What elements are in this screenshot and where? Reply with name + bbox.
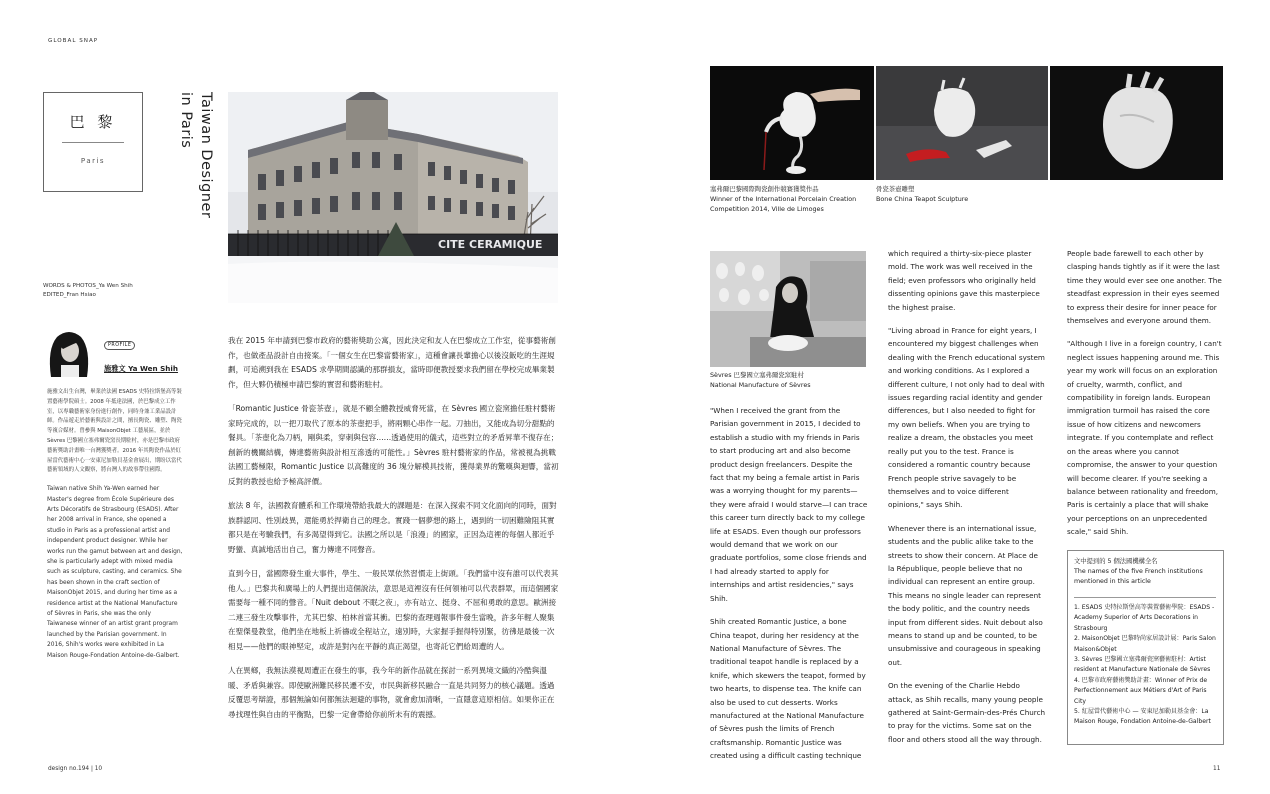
studio-caption-cn: Sèvres 巴黎國立塞弗爾瓷窯駐村 (710, 371, 804, 379)
building-sign: CITE CERAMIQUE (438, 238, 543, 251)
article-cn-paragraph: 「Romantic Justice 骨瓷茶壺」，就是不顧全體教授威脅死當，在 Sèvres 國立瓷窯擔任駐村藝術家時完成的，以一把刀取代了原本的茶壺把手，將兩顆心串作一起。刀抽出，又能成為切分甜點的餐具。「茶壺化為刀柄，剛與柔，穿刺與包容……透過使用的儀式，這些對立的矛盾昇華不復存在；創新的機關結構，傳達藝術與設計相互滲透的可能性。」Sèvres 駐村藝術家的作品，常被視為挑戰法國工藝極限，Romantic Justice 以高難度的 36 塊分解模具技術，獲得業界的驚嘆與迴響，當初反對的教授也給予極高評價。 (228, 404, 559, 486)
profile-name: 施雅文 Ya Wen Shih (104, 364, 179, 373)
institution-item: 3. Sèvres 巴黎國立塞弗爾瓷窯藝術駐村：Artist resident at Manufacture Nationale de Sèvres (1074, 656, 1211, 674)
studio-caption (710, 370, 870, 390)
institutions-title-en: The names of the five French institutions mentioned in this article (1074, 568, 1203, 585)
avatar (43, 327, 95, 377)
credits (43, 282, 133, 300)
article-en-paragraph: "Although I live in a foreign country, I can't neglect issues happening around me. This year my work will focus on an exploration of cruelty, warmth, conflict, and compatibility in foreign lands. European immigration turmoil has raised the core issue of how citizens and newcomers integrate. If you contemplate and reflect on the areas where you cannot compromise, the answer to your question will become clearer. If you're seeking a balance between rationality and freedom, Paris is certainly a place that will shake your perceptions on an unprecedented scale," said Shih. (1067, 339, 1222, 537)
article-cn-paragraph: 旅法 8 年，法國教育體系和工作環境帶給我最大的課題是：在深入探索不同文化面向的同時，面對族群認同、性別歧異，還能勇於捍衛自己的理念。實踐一個夢想的路上，遇到的一切困難險阻其實都只是在考驗我們，有多渴望得到它。法國之所以是「浪漫」的國家，正因為這裡的每個人都近乎野蠻、真誠地活出自己，奮力傳達不同聲音。 (228, 501, 557, 554)
article-en-paragraph: Shih created Romantic Justice, a bone China teapot, during her residency at the National Manufacture of Sèvres. The traditional teapot handle is replaced by a knife, which skewers the teapot, formed by two hearts, to dispense tea. The knife can also be used to cut desserts. Works manufactured at the National Manufacture of Sèvres push the limits of French craftsmanship. Romantic Justice was created using a difficult casting technique (710, 617, 866, 761)
studio-photo (710, 251, 866, 367)
profile-badge: PROFILE (104, 341, 135, 350)
photo-caption-2-en: Bone China Teapot Sculpture (876, 195, 969, 203)
photo-caption-1-cn: 塞弗爾巴黎國際陶瓷創作競賽獲獎作品 (710, 185, 819, 193)
footer-right: 11 (1213, 766, 1221, 772)
institution-item: 5. 紅屋當代藝術中心 — 安東尼加勒貝基金會：La Maison Rouge, Fondation Antoine-de-Galbert (1074, 708, 1211, 726)
sculpture-photo (876, 66, 1048, 180)
credit-words: WORDS & PHOTOS_Ya Wen Shih (43, 283, 133, 289)
article-en-col2 (888, 247, 1046, 756)
article-en-paragraph: Whenever there is an international issue, students and the public alike take to the streets to show their concern. At Place de la République, people believe that no individual can represent an entire group. This means no single leader can represent the body politic, and the country needs input from different sides. Nuit debout also means to stand up and be counted, to be unsubmissive and courageous in speaking out. (888, 523, 1043, 667)
institutions-list (1074, 603, 1218, 728)
credit-edited: EDITED_Fran Hsiao (43, 292, 96, 298)
city-box (43, 92, 143, 192)
photo-caption-1 (710, 184, 875, 214)
footer-left: design no.194 | 10 (48, 766, 103, 772)
article-cn-paragraph: 直到今日，當國際發生重大事件，學生、一般民眾依然習慣走上街頭。「我們當中沒有誰可以代表其他人。」巴黎共和廣場上的人們提出這個說法，意思是這裡沒有任何領袖可以代表群眾，而這個國家需要每一種不同的聲音。「Nuit debout 不眠之夜」，亦有站立、挺身、不屈和勇敢的意思。歐洲接二連三發生攻擊事件，尤其巴黎、柏林首當其衝。巴黎的查理週報事件發生當晚，許多年輕人聚集在聖傑曼教堂，他們坐在地板上祈禱或全程站立，遠別時，大家握手握得特別緊，彷彿是最後一次相見——他們的眼神堅定，或許是對內在平靜的真正渴望，也寄託它們給周遭的人。 (228, 569, 559, 651)
article-en-col1 (710, 404, 868, 773)
photo-caption-2-cn: 骨瓷茶壺雕塑 (876, 185, 915, 193)
article-en-col3 (1067, 247, 1224, 549)
section-header: GLOBAL SNAP (48, 38, 99, 44)
studio-caption-en: National Manufacture of Sèvres (710, 381, 811, 389)
institutions-box (1067, 550, 1224, 745)
article-cn-paragraph: 我在 2015 年申請到巴黎市政府的藝術獎助公寓，因此決定和友人在巴黎成立工作室，從事藝術創作，也做產品設計自由接案。「一個女生在巴黎當藝術家」，這種會讓長輩擔心以後沒飯吃的生涯規劃，可追溯到我在 ESADS 求學期間認識的那群損友，當時即便教授要求我們留在學校完成畢業製作，但大夥仍積極申請巴黎的實習和藝術駐村。 (228, 336, 556, 389)
city-name-en: Paris (80, 157, 106, 165)
article-en-paragraph: On the evening of the Charlie Hebdo attack, as Shih recalls, many young people gathered at Saint-Germain-des-Prés Church to pray for the victims. Some sat on the floor and others stood all the way through. (888, 681, 1046, 744)
title-en-line1: Taiwan Designer (198, 92, 214, 219)
title-en-line2: in Paris (178, 92, 194, 149)
city-name-cn: 巴 黎 (69, 113, 117, 131)
institutions-title-cn: 文中提到的 5 個法國機構全名 (1074, 558, 1158, 565)
photo-caption-1-en: Winner of the International Porcelain Creation Competition 2014, Ville de Limoges (710, 195, 857, 213)
building-photo (228, 92, 558, 303)
article-en-paragraph: "When I received the grant from the Parisian government in 2015, I decided to establish a studio with my friends in Paris to start producing art and also become product design freelancers. Despite the fact that my being a female artist in Paris was a worrying thought for my parents—they were afraid I would starve—I can trace this career turn directly back to my college life at ESADS. Even though our professors would demand that we work on our graduate portfolios, some close friends and I had already started to apply for internships and artist residencies," says Shih. (710, 406, 868, 603)
institutions-title (1074, 557, 1216, 587)
article-en-paragraph: which required a thirty-six-piece plaster mold. The work was well received in the field; even professors who originally held dissenting opinions gave this masterpiece the highest praise. (888, 249, 1040, 312)
article-cn-paragraph: 人在異鄉，我無法漠視周遭正在發生的事，我今年的新作品就在探討一系列異境文織的冷酷與溫暖、矛盾與兼容。即使歐洲難民移民遷不安，市民與新移民融合一直是共同努力的核心議題。透過反覆思考辯證，那個無論如何都無法迴避的事物，就會愈加清晰，一直隱意這原相信。如果你正在尋找理性與自由的平衡點，巴黎一定會帶給你前所未有的震撼。 (228, 666, 555, 719)
profile-bio-cn: 施雅文出生台灣，畢業於法國 ESADS 史特拉斯堡高等裝置藝術學院碩士。2008 年抵達法國，於巴黎成立工作室，以專職藝術家身份進行創作，同時身兼工業品設計師。作品遊走於藝術與設計之間，擅長陶瓷、雕塑、陶瓷等複合媒材。曾參與 MaisonObjet 工藝展區，並於 Sèvres 巴黎國立塞弗爾瓷窯長期駐村，亦是巴黎市政府藝術獎助計畫唯一台灣獲獎者。2016 年其陶瓷作品於紅屋當代藝術中心一安東尼加勒貝基金會展出，期盼以當代藝術領域的人文觀察，將台灣人的故事帶往國際。 (47, 389, 182, 474)
article-en-paragraph: People bade farewell to each other by clasping hands tightly as if it were the last time they would ever see one another. The steadfast expression in their eyes seemed to express their desire for inner peace for themselves and everyone around them. (1067, 249, 1222, 326)
institutions-divider (1074, 597, 1216, 598)
heart-sculpture-photo (1050, 66, 1223, 180)
city-divider (62, 142, 124, 143)
article-cn (228, 334, 560, 732)
photo-caption-2 (876, 184, 1046, 204)
institution-item: 4. 巴黎市政府藝術獎助計畫：Winner of Prix de Perfectionnement aux Métiers d'Art of Paris City (1074, 676, 1208, 705)
article-en-paragraph: "Living abroad in France for eight years, I encountered my biggest challenges when dealing with the French educational system and working conditions. As I explored a different culture, I not only had to deal with issues regarding racial identity and gender differences, but I also needed to fight for my own beliefs. When you are trying to realize a dream, the obstacles you meet really put you to the test. France is considered a romantic country because French people strive savagely to be themselves and to voice different opinions," says Shih. (888, 326, 1045, 510)
institution-item: 1. ESADS 史特拉斯堡高等裝置藝術學院：ESADS - Academy Superior of Arts Decorations in Strasbourg (1074, 604, 1215, 632)
profile-bio (47, 388, 183, 669)
institution-item: 2. MaisonObjet 巴黎時尚家居設計展：Paris Salon Maison&Objet (1074, 635, 1216, 653)
teapot-photo (710, 66, 874, 180)
profile-bio-en: Taiwan native Shih Ya-Wen earned her Master's degree from École Supérieure des Arts Décoratifs de Strasbourg (ESADS). After her 2008 arrival in France, she opened a studio in Paris as a professional artist and independent product designer. While her works run the gamut between art and design, she is particularly adept with mixed media such as sculpture, casting, and ceramics. She has been shown in the craft section of MaisonObjet 2015, and during her time as a residence artist at the National Manufacture of Sèvres in Paris, she was the only Taiwanese winner of an artist grant program launched by the Parisian government. In 2016, Shih's works were exhibited in La Maison Rouge-Fondation Antoine-de-Galbert. (47, 486, 183, 659)
